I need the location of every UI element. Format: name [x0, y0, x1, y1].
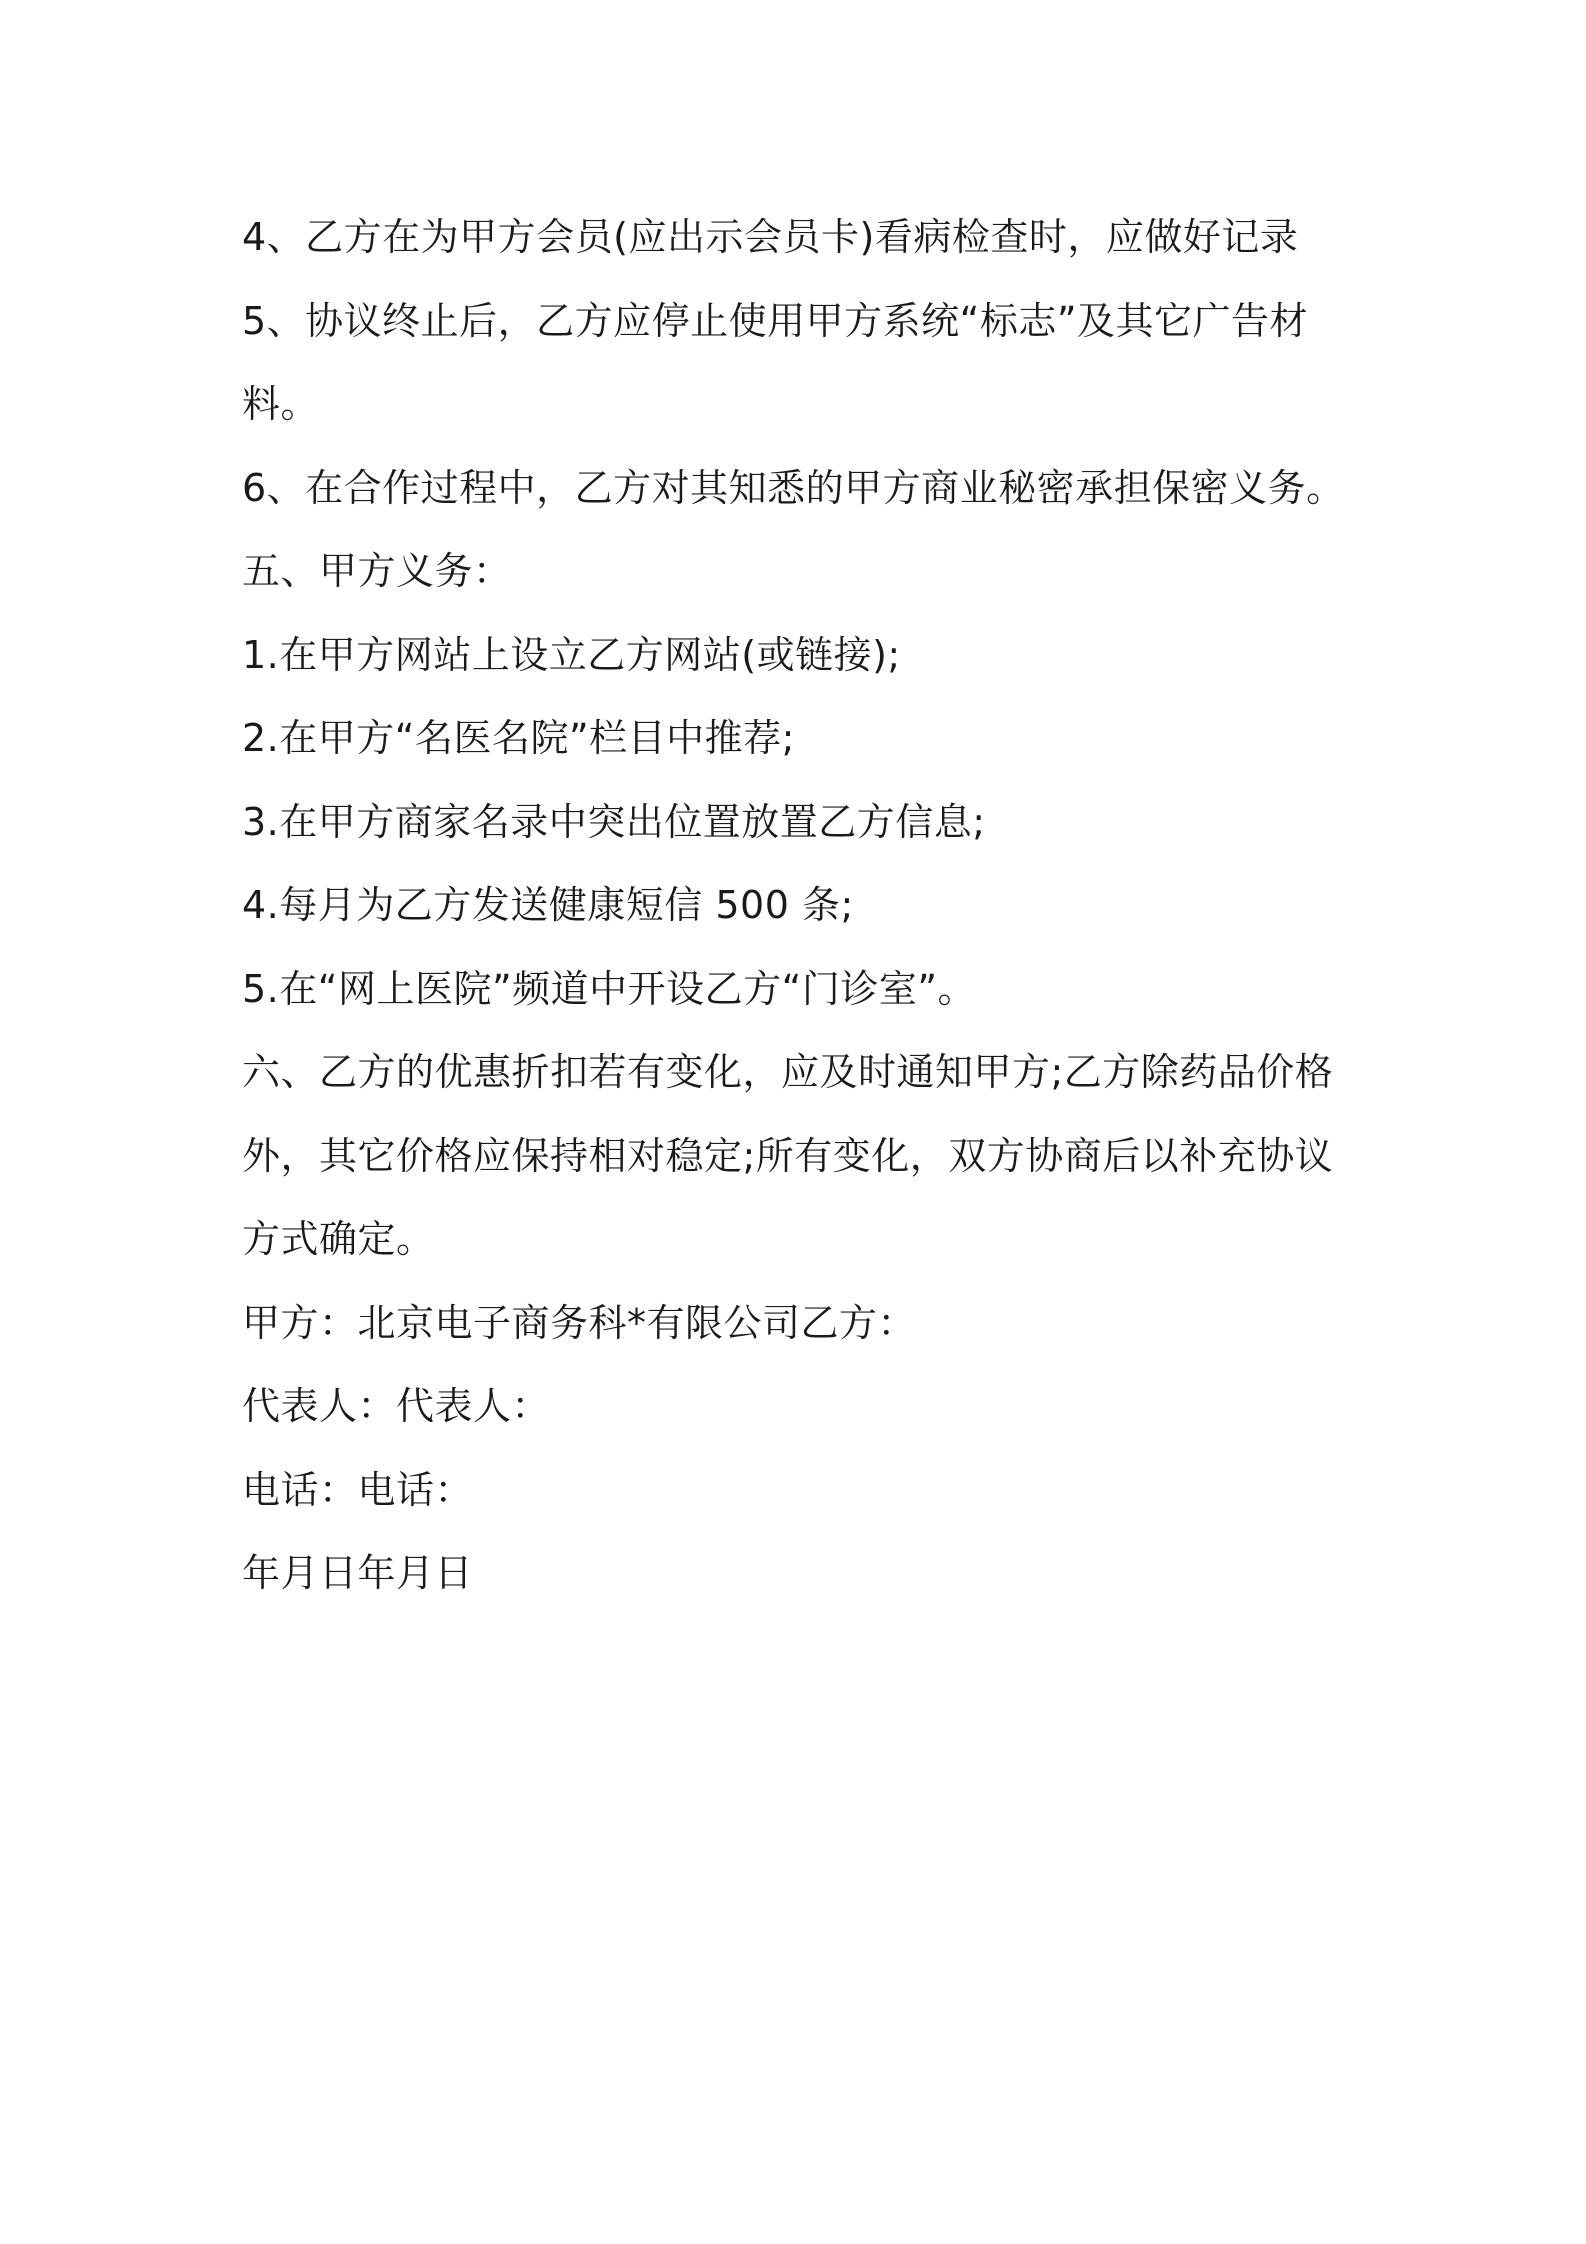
- document-body: [242, 196, 1382, 1616]
- clause-4-record-keeping: 4、乙方在为甲方会员(应出示会员卡)看病检查时，应做好记录: [242, 215, 1299, 259]
- obligation-item-3: 3.在甲方商家名录中突出位置放置乙方信息;: [242, 799, 986, 844]
- signature-date-line: 年月日年月日: [242, 1551, 474, 1595]
- obligation-item-1: 1.在甲方网站上设立乙方网站(或链接);: [242, 632, 901, 677]
- section-six-discount-changes: 六、乙方的优惠折扣若有变化，应及时通知甲方;乙方除药品价格外，其它价格应保持相对稳定;所有变化，双方协商后以补充协议方式确定。: [242, 1050, 1334, 1261]
- signature-phone-line: 电话：电话：: [242, 1467, 474, 1512]
- obligation-item-2: 2.在甲方“名医名院”栏目中推荐;: [242, 716, 795, 760]
- signature-representative-line: 代表人：代表人：: [242, 1384, 551, 1428]
- clause-6-confidentiality: 6、在合作过程中，乙方对其知悉的甲方商业秘密承担保密义务。: [242, 465, 1345, 510]
- section-heading-party-a-obligations: 五、甲方义务：: [242, 549, 512, 593]
- signature-party-line: 甲方：北京电子商务科*有限公司乙方：: [242, 1300, 917, 1345]
- obligation-item-5: 5.在“网上医院”频道中开设乙方“门诊室”。: [242, 966, 977, 1011]
- clause-5-stop-using-logo: 5、协议终止后，乙方应停止使用甲方系统“标志”及其它广告材料。: [242, 298, 1309, 426]
- obligation-item-4: 4.每月为乙方发送健康短信 500 条;: [242, 883, 854, 927]
